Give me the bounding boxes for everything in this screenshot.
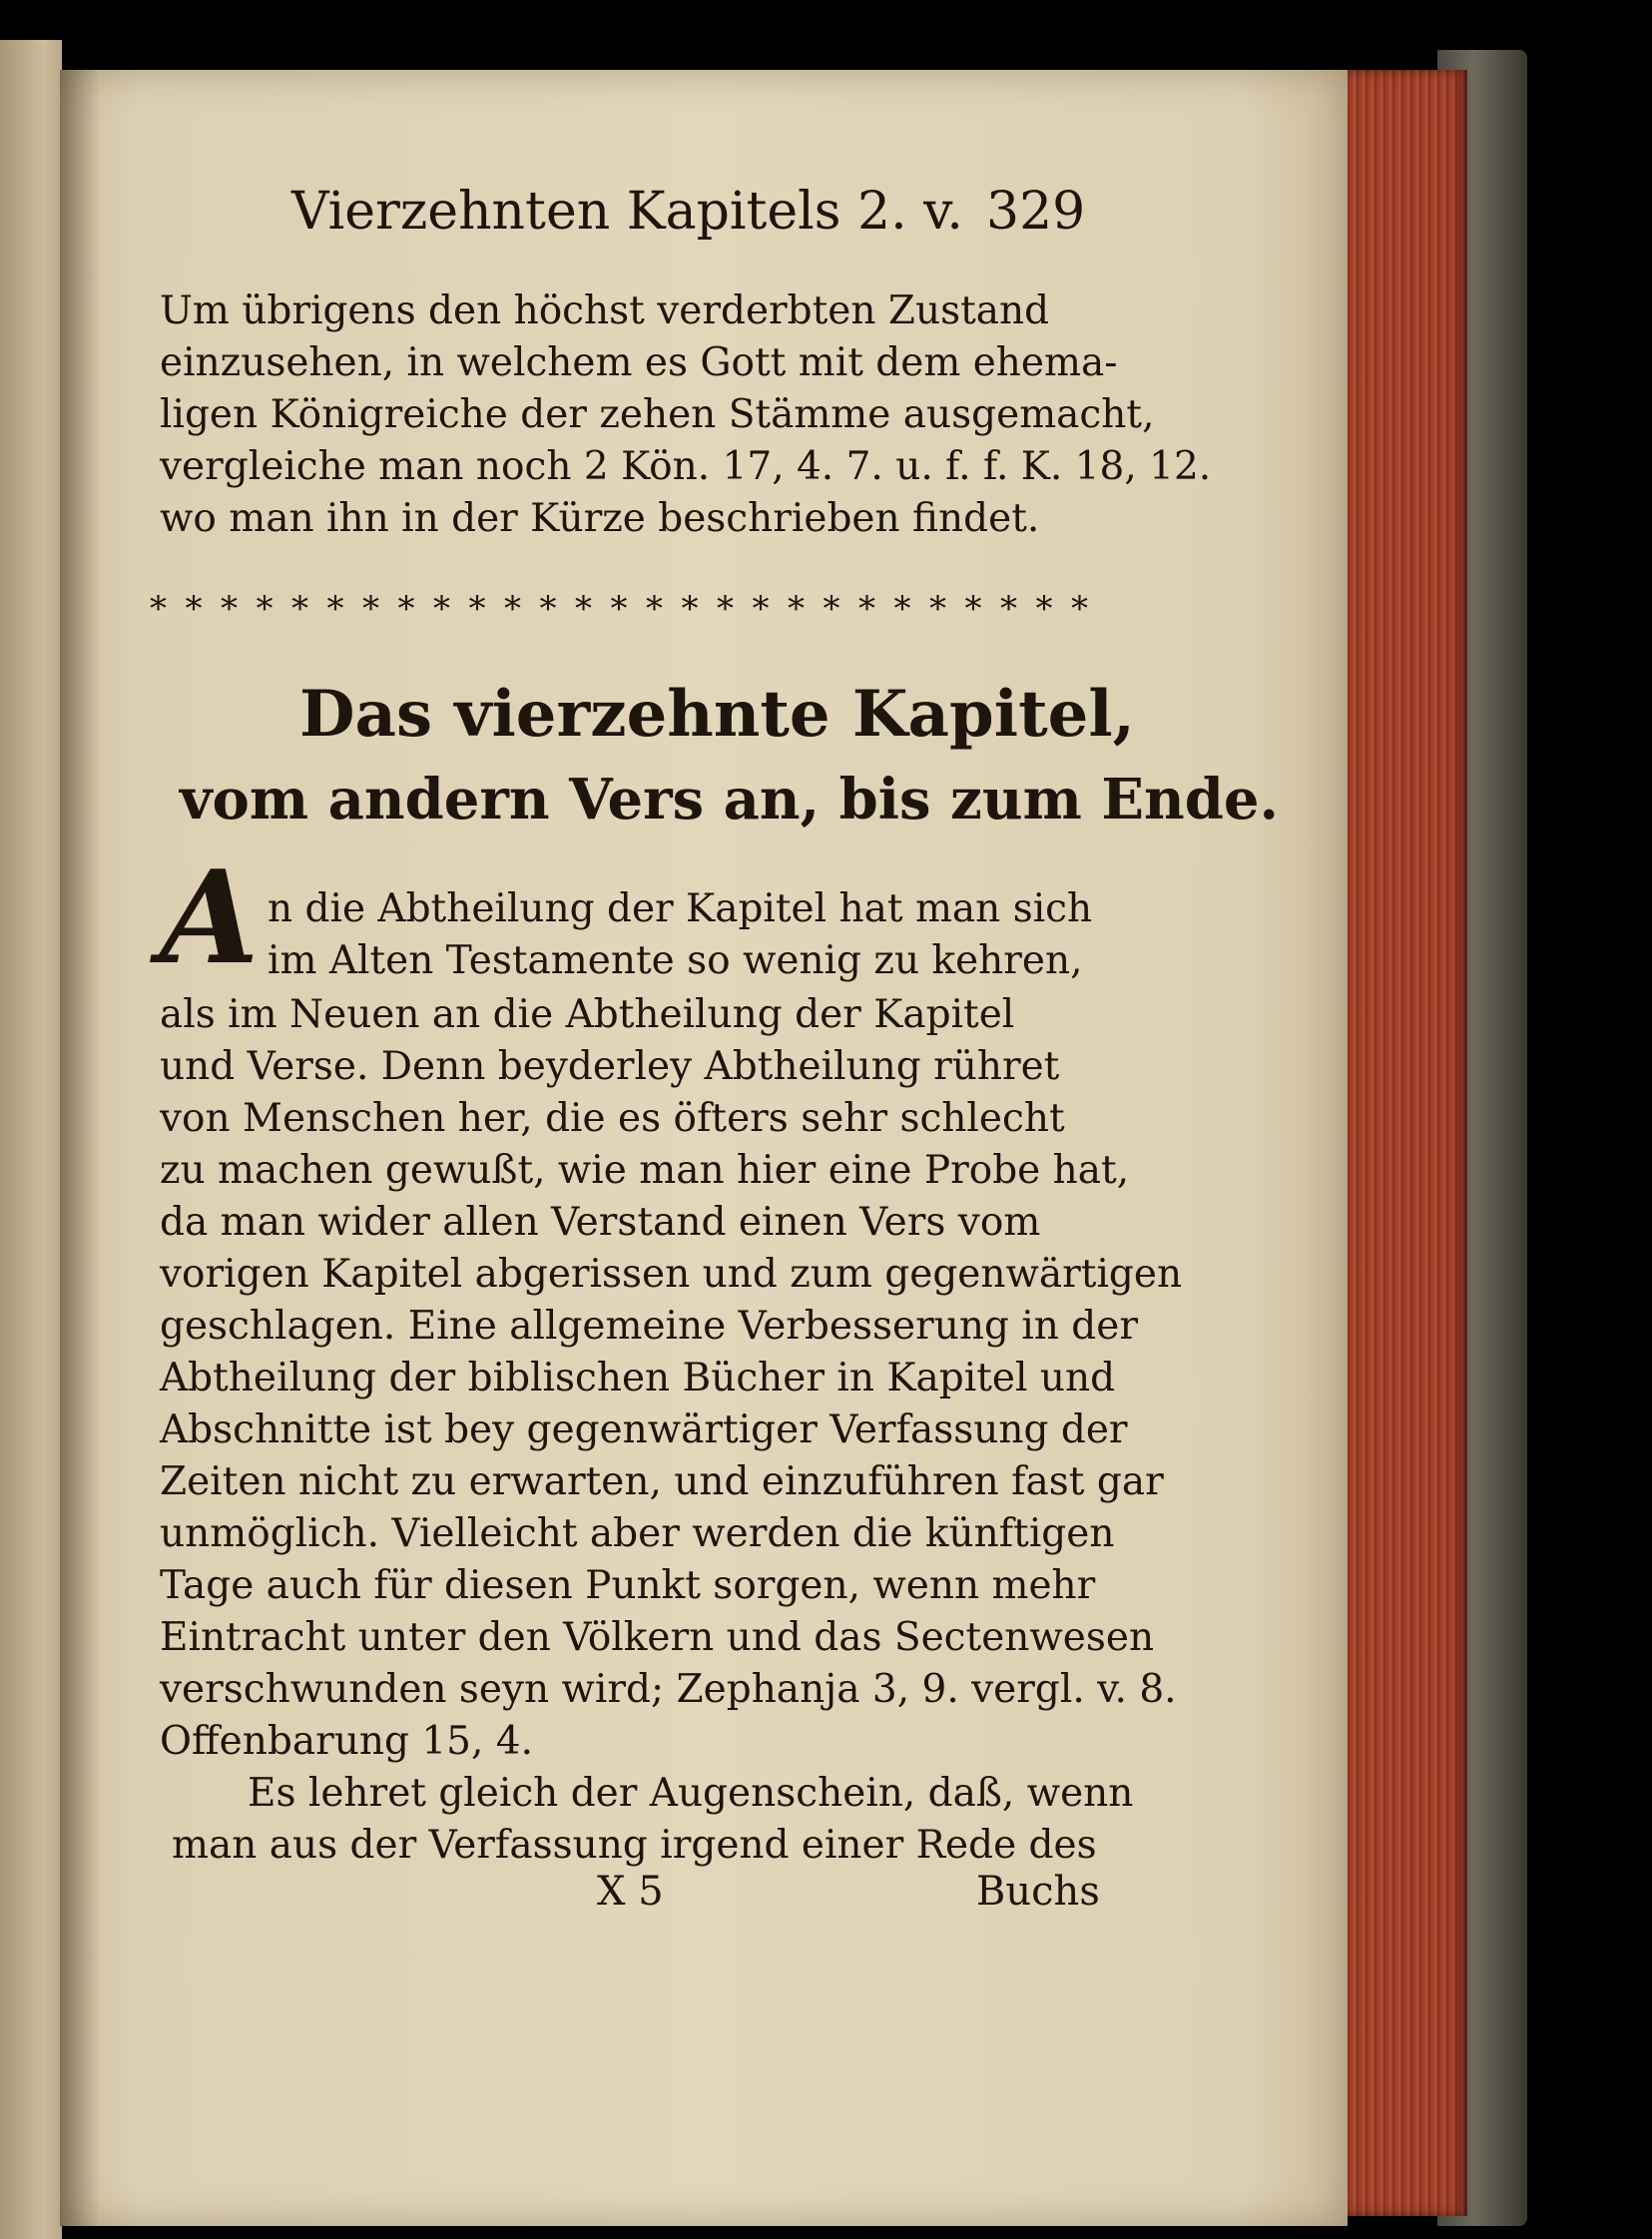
intro-line: einzusehen, in welchem es Gott mit dem ehema- <box>160 340 1118 385</box>
ornamental-divider <box>150 589 1088 629</box>
signature-mark: X 5 <box>597 1869 664 1915</box>
body-line: da man wider allen Verstand einen Vers vom <box>160 1200 1041 1245</box>
body-line: Tage auch für diesen Punkt sorgen, wenn mehr <box>160 1563 1096 1608</box>
body-line: als im Neuen an die Abtheilung der Kapitel <box>160 992 1015 1037</box>
intro-line: wo man ihn in der Kürze beschrieben findet. <box>160 496 1040 541</box>
body-line: zu machen gewußt, wie man hier eine Probe hat, <box>160 1148 1130 1193</box>
left-page-edge <box>0 40 62 2239</box>
divider-star: * <box>964 589 982 629</box>
divider-star: * <box>539 589 557 629</box>
divider-star: * <box>185 589 203 629</box>
divider-star: * <box>823 589 840 629</box>
divider-star: * <box>397 589 415 629</box>
divider-star: * <box>610 589 628 629</box>
body-line: von Menschen her, die es öfters sehr schlecht <box>160 1096 1065 1141</box>
body-line: verschwunden seyn wird; Zephanja 3, 9. vergl. v. 8. <box>160 1667 1177 1712</box>
divider-star: * <box>326 589 344 629</box>
body-line: n die Abtheilung der Kapitel hat man sich <box>268 886 1093 931</box>
body-line: im Alten Testamente so wenig zu kehren, <box>268 938 1083 983</box>
divider-star: * <box>929 589 946 629</box>
divider-star: * <box>717 589 734 629</box>
drop-cap: A <box>160 843 260 993</box>
body-line: und Verse. Denn beyderley Abtheilung rühret <box>160 1044 1060 1089</box>
body-line: man aus der Verfassung irgend einer Rede des <box>172 1823 1097 1868</box>
body-line: Abschnitte ist bey gegenwärtiger Verfassung der <box>160 1407 1128 1452</box>
body-line: geschlagen. Eine allgemeine Verbesserung in der <box>160 1304 1138 1349</box>
intro-line: ligen Königreiche der zehen Stämme ausgemacht, <box>160 392 1155 437</box>
body-line: vorigen Kapitel abgerissen und zum gegenwärtigen <box>160 1252 1183 1297</box>
body-line: Offenbarung 15, 4. <box>160 1719 533 1764</box>
running-header: Vierzehnten Kapitels 2. v. <box>291 182 963 242</box>
page-gutter-shadow <box>60 70 100 2226</box>
intro-paragraph <box>160 285 1212 545</box>
divider-star: * <box>433 589 450 629</box>
intro-line: vergleiche man noch 2 Kön. 17, 4. 7. u. f. f. K. 18, 12. <box>160 444 1212 489</box>
divider-star: * <box>575 589 592 629</box>
divider-star: * <box>362 589 379 629</box>
body-line: Eintracht unter den Völkern und das Sectenwesen <box>160 1615 1155 1660</box>
divider-star: * <box>752 589 770 629</box>
chapter-subtitle: vom andern Vers an, bis zum Ende. <box>180 767 1279 833</box>
divider-star: * <box>221 589 238 629</box>
body-line: Zeiten nicht zu erwarten, und einzuführen fast gar <box>160 1459 1164 1504</box>
divider-star: * <box>256 589 274 629</box>
divider-star: * <box>858 589 875 629</box>
divider-star: * <box>291 589 308 629</box>
chapter-title: Das vierzehnte Kapitel, <box>299 677 1135 752</box>
divider-star: * <box>468 589 486 629</box>
divider-star: * <box>504 589 521 629</box>
divider-star: * <box>150 589 167 629</box>
divider-star: * <box>1035 589 1053 629</box>
catchword: Buchs <box>976 1869 1100 1915</box>
page-number: 329 <box>986 182 1086 242</box>
divider-star: * <box>1000 589 1017 629</box>
divider-star: * <box>646 589 663 629</box>
body-line: Es lehret gleich der Augenschein, daß, wenn <box>248 1771 1134 1816</box>
divider-star: * <box>893 589 911 629</box>
divider-star: * <box>1071 589 1088 629</box>
divider-star: * <box>681 589 699 629</box>
divider-star: * <box>788 589 805 629</box>
body-line: Abtheilung der biblischen Bücher in Kapitel und <box>160 1356 1116 1400</box>
body-line: unmöglich. Vielleicht aber werden die künftigen <box>160 1511 1115 1556</box>
page-fore-edge <box>1343 70 1467 2216</box>
intro-line: Um übrigens den höchst verderbten Zustand <box>160 288 1050 333</box>
